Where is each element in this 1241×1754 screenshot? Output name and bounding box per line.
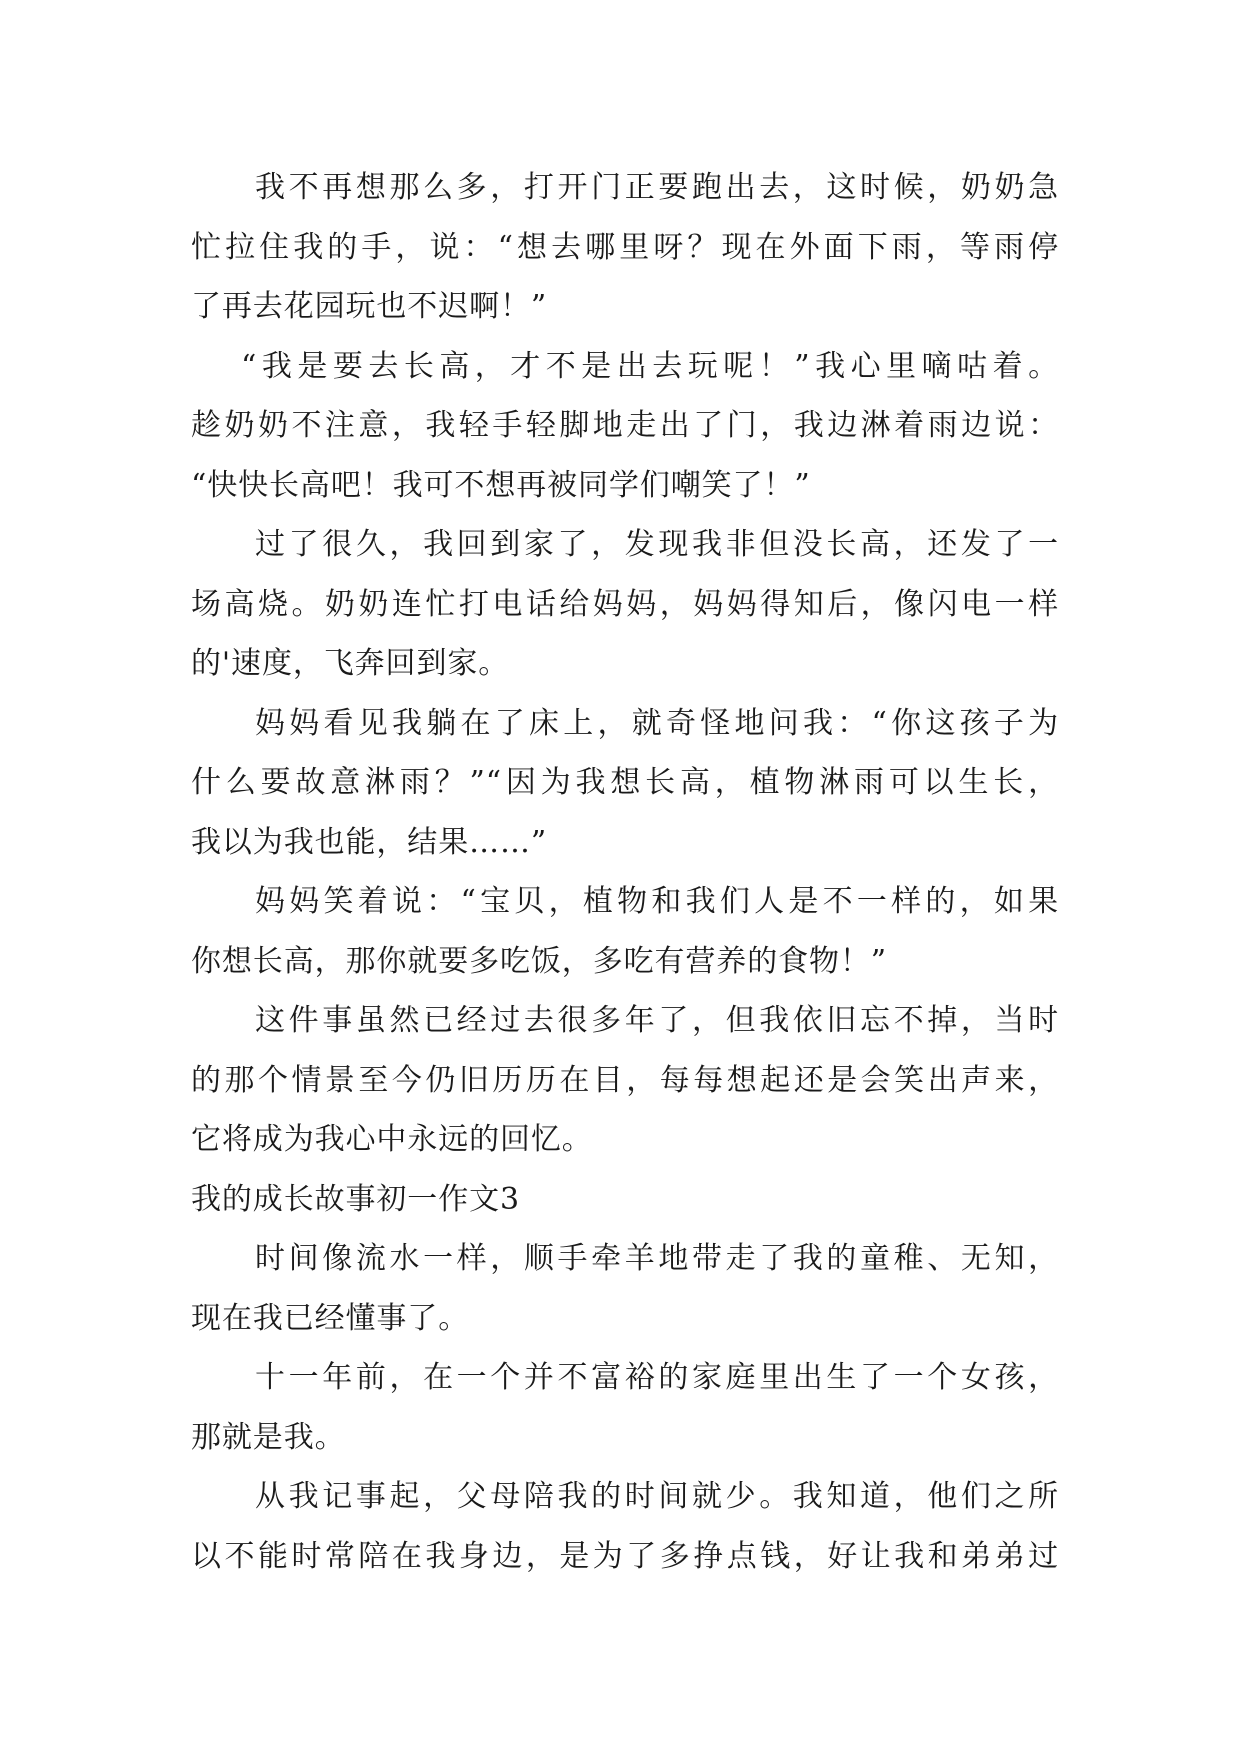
paragraph-line: 妈妈笑着说：“宝贝，植物和我们人是不一样的，如果 xyxy=(255,884,1059,919)
paragraph-line: 它将成为我心中永远的回忆。 xyxy=(191,1122,593,1157)
paragraph-line: 我不再想那么多，打开门正要跑出去，这时候，奶奶急 xyxy=(255,170,1059,205)
paragraph-line: 从我记事起，父母陪我的时间就少。我知道，他们之所 xyxy=(255,1479,1059,1514)
paragraph-line: 的'速度，飞奔回到家。 xyxy=(191,646,510,681)
paragraph-line: 什么要故意淋雨？”“因为我想长高，植物淋雨可以生长， xyxy=(191,765,1059,800)
paragraph-line: 我以为我也能，结果……” xyxy=(191,824,548,860)
paragraph-line: 你想长高，那你就要多吃饭，多吃有营养的食物！” xyxy=(191,943,888,979)
paragraph-line: 趁奶奶不注意，我轻手轻脚地走出了门，我边淋着雨边说： xyxy=(191,408,1059,443)
paragraph-line: 以不能时常陪在我身边，是为了多挣点钱，好让我和弟弟过 xyxy=(191,1538,1059,1574)
paragraph-line: “快快长高吧！我可不想再被同学们嘲笑了！” xyxy=(191,467,811,503)
paragraph-line: 忙拉住我的手，说：“想去哪里呀？现在外面下雨，等雨停 xyxy=(191,229,1059,265)
paragraph-line: 时间像流水一样，顺手牵羊地带走了我的童稚、无知， xyxy=(255,1241,1059,1276)
paragraph-line: 的那个情景至今仍旧历历在目，每每想起还是会笑出声来， xyxy=(191,1062,1059,1098)
paragraph-line: 过了很久，我回到家了，发现我非但没长高，还发了一 xyxy=(255,527,1059,562)
paragraph-line: 十一年前，在一个并不富裕的家庭里出生了一个女孩， xyxy=(255,1360,1059,1395)
paragraph-line: 这件事虽然已经过去很多年了，但我依旧忘不掉，当时 xyxy=(255,1003,1059,1038)
paragraph-line: 现在我已经懂事了。 xyxy=(191,1300,470,1336)
section-heading: 我的成长故事初一作文3 xyxy=(191,1181,520,1217)
paragraph-line: 了再去花园玩也不迟啊！” xyxy=(191,289,548,324)
paragraph-line: “我是要去长高，才不是出去玩呢！”我心里嘀咕着。 xyxy=(241,348,1059,384)
document-body xyxy=(191,158,1059,1586)
paragraph-line: 妈妈看见我躺在了床上，就奇怪地问我：“你这孩子为 xyxy=(255,705,1059,741)
paragraph-line: 那就是我。 xyxy=(191,1419,346,1455)
paragraph-line: 场高烧。奶奶连忙打电话给妈妈，妈妈得知后，像闪电一样 xyxy=(191,586,1059,622)
